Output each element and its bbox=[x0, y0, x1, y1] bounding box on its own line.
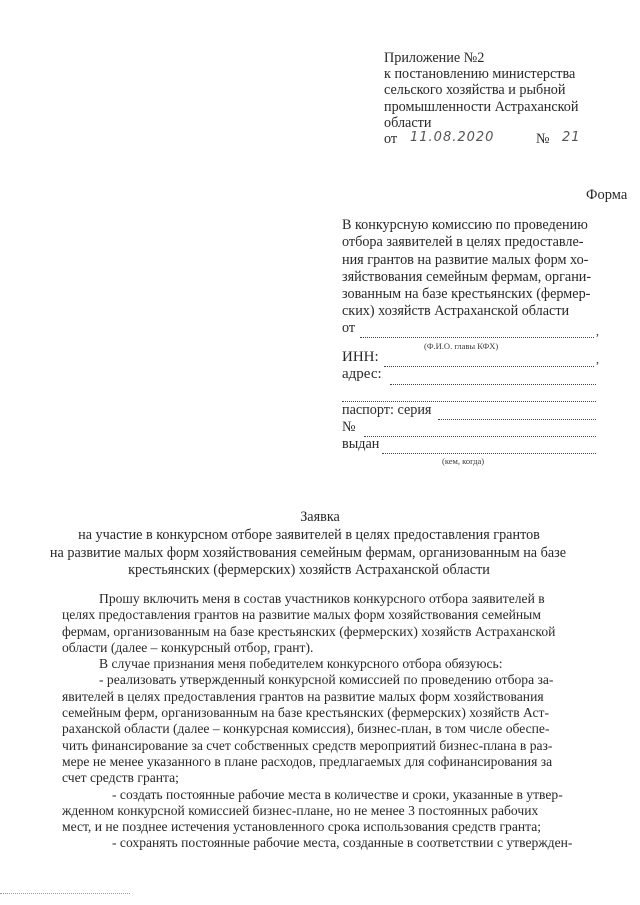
inn-label: ИНН: bbox=[342, 349, 379, 365]
body-line: раханской области (далее – конкурсная комиссия), бизнес-план, в том числе обеспе- bbox=[62, 721, 550, 737]
application-title bbox=[0, 509, 640, 579]
appendix-line: промышленности Астраханской bbox=[384, 98, 579, 115]
recipient-line: зованным на базе крестьянских (фермер- bbox=[342, 286, 591, 303]
body-line: - реализовать утвержденный конкурсной комиссией по проведению отбора за- bbox=[99, 672, 554, 688]
handwritten-number: 21 bbox=[562, 130, 581, 146]
body-line: мере не менее указанного в плане расходов, предлагаемых для софинансирования за bbox=[62, 753, 553, 769]
handwritten-date: 11.08.2020 bbox=[410, 130, 495, 146]
issued-field-line[interactable] bbox=[382, 453, 596, 454]
appendix-line: сельского хозяйства и рыбной bbox=[384, 82, 566, 99]
issued-caption: (кем, когда) bbox=[442, 456, 485, 466]
form-label: Форма bbox=[586, 187, 628, 203]
passport-number-label: № bbox=[342, 419, 356, 435]
recipient-line: отбора заявителей в целях предоставле- bbox=[342, 234, 584, 251]
scan-edge-mark bbox=[0, 893, 130, 894]
recipient-block bbox=[342, 217, 604, 321]
from-label: от bbox=[342, 320, 356, 336]
date-prefix: от bbox=[384, 131, 398, 148]
body-line: целях предоставления грантов на развитие малых форм хозяйствования семейным bbox=[62, 607, 541, 623]
body-line: мест, и не позднее истечения установленного срока использования средств гранта; bbox=[62, 819, 542, 835]
title-line: крестьянских (фермерских) хозяйств Астраханской области bbox=[128, 561, 490, 578]
from-caption: (Ф.И.О. главы КФХ) bbox=[424, 341, 499, 351]
issued-label: выдан bbox=[342, 436, 380, 452]
appendix-header bbox=[384, 50, 579, 149]
body-line: чить финансирование за счет собственных средств мероприятий бизнес-плана в раз- bbox=[62, 737, 553, 753]
inn-field-line[interactable] bbox=[384, 366, 594, 367]
appendix-line: области bbox=[384, 114, 432, 131]
from-field-line[interactable] bbox=[360, 337, 594, 338]
document-page: Приложение №2 к постановлению министерства сельского хозяйства и рыбной промышленности Астраханской области от 11.08.2020 № 21 Форма В конкурсную комиссию по проведению отбора заявителей в целях предоставле- ния грантов на развитие малых форм хо- зяйствования семейным фермам, органи- зованным на базе крестьянских (фермер- ских) хозяйств Астраханской области от , (Ф.И.О. главы КФХ) ИНН: , адрес: паспорт: серия № выдан (кем, когда) Заявка на участие в конкурсном отборе заявителей в целях предоставления грантов на развитие малых форм хозяйствования семейным фермам, организованным на базе крестьянских (фермерских) хозяйств Астраханской области Прошу включить меня в состав участников конкурсного отбора заявителей в целях предоставления грантов на развитие малых форм хозяйствования семейным фермам, организованным на базе крестьянских (фермерских) хозяйств Астраханской области (далее – конкурсный отбор, грант). В случае признания меня победителем конкурсного отбора обязуюсь: - реализовать утвержденный конкурсной комиссией по проведению отбора за- явителей в целях предоставления грантов на развитие малых форм хозяйствования семейным ферм, организованным на базе крестьянских (фермерских) хозяйств Аст- раханской области (далее – конкурсная комиссия), бизнес-план, в том числе обеспе- чить финансирование за счет собственных средств мероприятий бизнес-плана в раз- мере не менее указанного в плане расходов, предлагаемых для софинансирования за счет средств гранта; - создать постоянные рабочие места в количестве и сроки, указанные в утвер- жденном конкурсной комиссией бизнес-плане, но не менее 3 постоянных рабочих мест, и не позднее истечения установленного срока использования средств гранта; - сохранять постоянные рабочие места, созданные в соответствии с утвержден- bbox=[0, 0, 640, 905]
title-line: на развитие малых форм хозяйствования семейным фермам, организованным на базе bbox=[49, 544, 567, 561]
recipient-line: ния грантов на развитие малых форм хо- bbox=[342, 251, 589, 268]
title-heading: Заявка bbox=[300, 509, 340, 525]
title-line: на участие в конкурсном отборе заявителей в целях предоставления грантов bbox=[78, 527, 540, 544]
passport-series-line[interactable] bbox=[438, 419, 596, 420]
appendix-line: к постановлению министерства bbox=[384, 66, 576, 83]
body-line: Прошу включить меня в состав участников конкурсного отбора заявителей в bbox=[99, 591, 545, 606]
number-prefix: № bbox=[536, 131, 550, 148]
appendix-line: Приложение №2 bbox=[384, 50, 485, 66]
recipient-line: В конкурсную комиссию по проведению bbox=[342, 217, 588, 233]
passport-label: паспорт: серия bbox=[342, 402, 432, 418]
body-line: счет средств гранта; bbox=[62, 770, 179, 786]
body-line: явителей в целях предоставления грантов на развитие малых форм хозяйствования bbox=[62, 688, 544, 704]
address-label: адрес: bbox=[342, 366, 382, 382]
passport-number-line[interactable] bbox=[364, 436, 596, 437]
body-line: жденном конкурсной комиссией бизнес-плане, но не менее 3 постоянных рабочих bbox=[62, 802, 539, 818]
appendix-date-row bbox=[384, 131, 579, 149]
recipient-line: ских) хозяйств Астраханской области bbox=[342, 303, 570, 320]
body-line: - сохранять постоянные рабочие места, созданные в соответствии с утвержден- bbox=[112, 835, 573, 851]
address-field-line[interactable] bbox=[390, 384, 596, 385]
body-line: - создать постоянные рабочие места в количестве и сроки, указанные в утвер- bbox=[112, 786, 563, 802]
application-body bbox=[62, 591, 602, 852]
body-line: фермам, организованным на базе крестьянских (фермерских) хозяйств Астраханской bbox=[62, 623, 556, 639]
body-line: области (далее – конкурсный отбор, грант). bbox=[62, 639, 314, 655]
recipient-line: зяйствования семейным фермам, органи- bbox=[342, 268, 592, 285]
body-line: В случае признания меня победителем конкурсного отбора обязуюсь: bbox=[99, 656, 503, 672]
body-line: семейным ферм, организованным на базе крестьянских (фермерских) хозяйств Аст- bbox=[62, 705, 549, 721]
